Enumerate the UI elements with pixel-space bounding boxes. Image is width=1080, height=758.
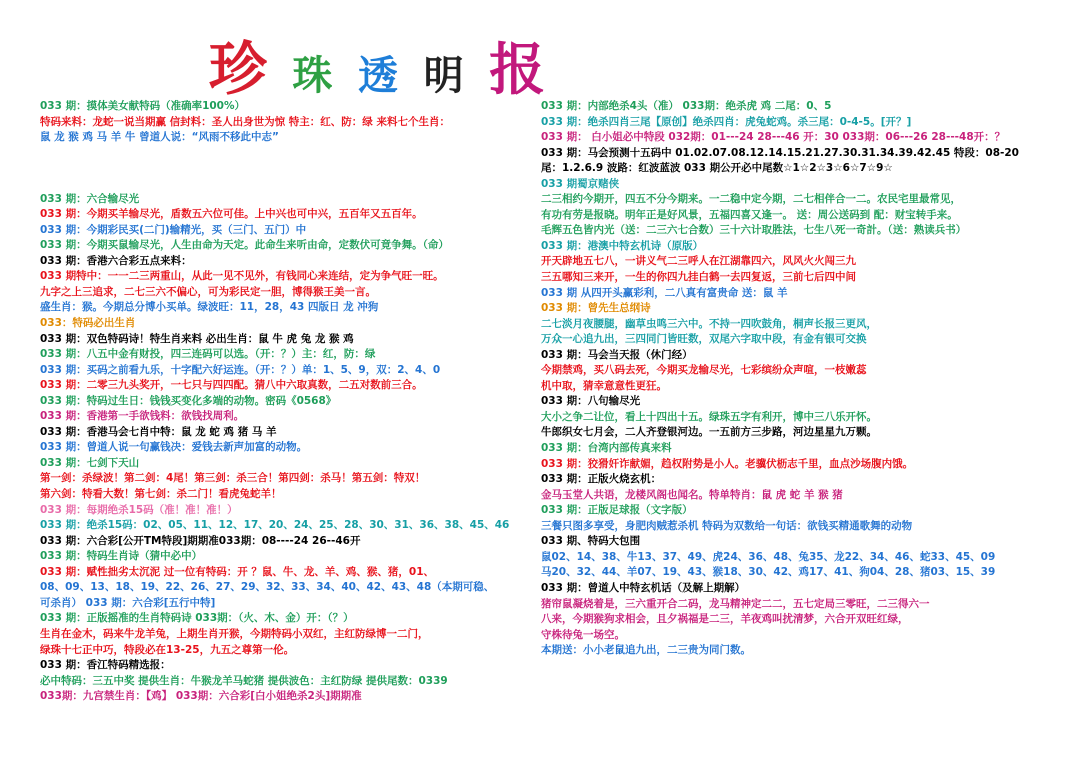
right-text-line: 有功有劳是报晓。明年正是好风景，五福四喜又逢一。 送：周公送码到 配：财宝转手来。 bbox=[541, 208, 958, 221]
left-text-line: 08、09、13、18、19、22、26、27、29、32、33、34、40、42、43、48（本期可稳、 bbox=[40, 581, 495, 594]
left-text-line: 033：特码必出生肖 bbox=[40, 317, 136, 330]
right-text-line: 033 期：正版火烧玄机： bbox=[541, 473, 662, 486]
left-text-line: 鼠 龙 猴 鸡 马 羊 牛 曾道人说：“风雨不移此中志” bbox=[40, 131, 279, 144]
left-text-line: 九字之上三追求，二七三六不偏心，可为彩民定一胆，博得猴王美一言。 bbox=[40, 285, 376, 298]
left-text-line: 033 期：六合输尽光 bbox=[40, 192, 140, 205]
title-char-5: 报 bbox=[489, 37, 552, 103]
right-text-line: 二三相约今期开，四五不分今期来。一二稳中定今期，二七相伴合一二。农民宅里最常见， bbox=[541, 193, 961, 206]
section-gap bbox=[40, 146, 510, 192]
left-text-line: 033 期：二零三九头奖开，一七只与四四配。猜八中六取真数，二五对数前三合。 bbox=[40, 379, 423, 392]
left-text-line: 033 期：香江特码精选报： bbox=[40, 659, 171, 672]
left-text-line: 033 期特中：一一二三两重山，从此一见不见外，有钱同心来连结，定为争气旺一旺。 bbox=[40, 270, 444, 283]
left-text-line: 特码来料：龙蛇一说当期赢 信封料：圣人出身世为惊 特主：红、防：绿 来料七个生肖： bbox=[40, 115, 450, 128]
right-text-line: 033 期：曾道人中特玄机话（及解上期解） bbox=[541, 581, 746, 594]
right-text-line: 万众一心追九出，三四同门皆旺数，双尾六字取中段，有金有银可交换 bbox=[541, 333, 867, 346]
right-text-line: 033 期：曾先生总纲诗 bbox=[541, 302, 651, 315]
right-text-line: 033 期：八句输尽光 bbox=[541, 395, 641, 408]
right-column bbox=[541, 99, 1051, 659]
left-text-line: 033 期：赋性拙劣太沉泥 过一位有特码：开 ？鼠、牛、龙、羊、鸡、猴、猪，01、 bbox=[40, 565, 434, 578]
left-text-line: 033 期：香港六合彩五点来料： bbox=[40, 254, 192, 267]
left-text-line: 033 期：今期买鼠输尽光，人生由命为天定。此命生来听由命，定数伏可竟争舞。（命） bbox=[40, 239, 449, 252]
left-text-line: 033 期：今期买羊输尽光，盾数五六位可佳。上中兴也可中兴，五百年又五百年。 bbox=[40, 208, 423, 221]
left-text-line: 033 期：七剑下天山 bbox=[40, 456, 140, 469]
left-text-line: 033 期：曾道人说一句赢钱决：爱钱去新声加富的动物。 bbox=[40, 441, 308, 454]
right-text-line: 大小之争二让位，看上十四出十五。绿珠五字有利开，博中三八乐开怀。 bbox=[541, 410, 877, 423]
left-text-line: 033 期：特码生肖诗（猜中必中） bbox=[40, 550, 203, 563]
left-text-line: 033 期：摸体美女献特码（准确率100%） bbox=[40, 100, 246, 112]
right-text-line: 鼠02、14、38、牛13、37、49、虎24、36、48、兔35、龙22、34、46、蛇33、45、09 bbox=[541, 550, 996, 563]
left-text-line: 必中特码：三五中奖 提供生肖：牛猴龙羊马蛇猪 提供波色：主红防绿 提供尾数：0339 bbox=[40, 674, 448, 687]
right-text-line: 033 期： 白小姐必中特段 032期：01---24 28---46 开：30 033期：06---26 28---48开：？ bbox=[541, 131, 1006, 144]
title-char-2: 珠 bbox=[292, 52, 339, 99]
right-text-line: 牛郎织女七月会，二人齐登银河边。一五前方三步路，河边星星九万颗。 bbox=[541, 426, 877, 439]
right-text-line: 033 期：狡猾奸诈献媚，趋权附势是小人。老骥伏枥志千里，血点沙场腹内饿。 bbox=[541, 457, 914, 470]
left-text-line: 盛生肖：猴。今期总分博小买单。绿波旺：11，28，43 四版日 龙 冲狗 bbox=[40, 301, 379, 314]
title-char-4: 明 bbox=[423, 52, 470, 99]
right-text-line: 今期禁鸡，买八码去死，今期买龙输尽光，七彩缤纷众声喧，一枝嫩蕊 bbox=[541, 364, 867, 377]
right-text-line: 毛辉五色皆内光（送：二三六七合数）三十六计取胜法，七生八死一奇計。（送：熟读兵书） bbox=[541, 224, 967, 237]
left-text-line: 033 期：八五中金有财投，四三连码可以选。（开：？）主：红，防：绿 bbox=[40, 348, 376, 361]
left-text-line: 033 期：六合彩[公开TM特段]期期准033期：08----24 26--46开 bbox=[40, 534, 361, 547]
right-text-line: 033 期、特码大包围 bbox=[541, 535, 641, 548]
left-text-line: 033 期：买码之前看九乐，十字配六好运连。（开：？）单：1、5、9，双：2、4、0 bbox=[40, 363, 441, 376]
right-text-line: 033 期蜀京赌侠 bbox=[541, 177, 620, 190]
right-text-line: 033 期 从四开头赢彩利，二八真有富贵命 送：鼠 羊 bbox=[541, 286, 788, 299]
left-text-line: 033 期：今期彩民买(二门)输精光，买（三门、五门）中 bbox=[40, 223, 307, 236]
title-char-1: 珍 bbox=[208, 35, 273, 103]
left-column bbox=[40, 99, 510, 705]
right-text-line: 猪帘鼠凝烧着是，三六重开合二码，龙马精神定二二，五七定局三零旺，二三得六一 bbox=[541, 597, 930, 610]
right-text-line: 机中取，猜幸意意性更狂。 bbox=[541, 379, 667, 392]
left-text-line: 033 期：双色特码诗！特生肖来料 必出生肖：鼠 牛 虎 兔 龙 猴 鸡 bbox=[40, 332, 354, 345]
left-text-line: 033 期：正版摇准的生肖特码诗 033期：（火、木、金）开：（？） bbox=[40, 612, 354, 625]
left-text-line: 033 期：香港第一手欲钱料：欲钱找周利。 bbox=[40, 410, 245, 423]
right-text-line: 033 期：正版足球报（文字版） bbox=[541, 504, 693, 517]
title-char-3: 透 bbox=[358, 52, 404, 99]
right-text-line: 033 期：马会预测十五码中 01.02.07.08.12.14.15.21.27.30.31.34.39.42.45 特段：08-20 bbox=[541, 146, 1019, 159]
right-text-line: 033 期：内部绝杀4头（准） 033期：绝杀虎 鸡 二尾：0、5 bbox=[541, 100, 832, 112]
left-text-line: 033期：九宫禁生肖：【鸡】 033期：六合彩[白小姐绝杀2头]期期准 bbox=[40, 690, 362, 703]
page-title bbox=[0, 22, 760, 106]
left-text-line: 033 期：香港马会七肖中特：鼠 龙 蛇 鸡 猪 马 羊 bbox=[40, 425, 277, 438]
left-text-line: 绿珠十七正中巧，特段必在13-25，九五之尊第一伦。 bbox=[40, 643, 295, 656]
left-text-line: 033 期：每期绝杀15码（准！准！准！） bbox=[40, 503, 238, 516]
right-text-line: 尾：1.2.6.9 波路：红波蓝波 033 期公开必中尾数☆1☆2☆3☆6☆7☆9☆ bbox=[541, 162, 893, 175]
left-text-line: 第六剑：特看大数！第七剑：杀二门！看虎兔蛇羊！ bbox=[40, 488, 282, 501]
right-text-line: 三餐只图多享受，身肥肉贼惹杀机 特码为双数给一句话：欲钱买精通歌舞的动物 bbox=[541, 519, 913, 532]
left-text-line: 可杀肖） 033 期：六合彩[五行中特] bbox=[40, 596, 216, 609]
right-text-line: 二七淡月夜腰腿，幽草虫鸣三六中。不持一四吹鼓角，桐声长报三更风， bbox=[541, 317, 877, 330]
right-text-line: 守株待兔一场空。 bbox=[541, 628, 625, 641]
right-text-line: 八来，今期猴狗求相会，且夕祸福是二三，羊夜鸡叫扰清梦，六合开双旺红绿， bbox=[541, 613, 909, 626]
right-text-line: 马20、32、44、羊07、19、43、猴18、30、42、鸡17、41、狗04、28、猪03、15、39 bbox=[541, 566, 996, 579]
right-text-line: 三五哪知三来开，一生的你四九挂白鹤一去四复返，三前七后四中间 bbox=[541, 271, 856, 284]
right-text-line: 开天辟地五七八，一讲义气二三呼人在江湖靠四六，风风火火闯三九 bbox=[541, 255, 856, 268]
left-text-line: 033 期：绝杀15码：02、05、11、12、17、20、24、25、28、30、31、36、38、45、46 bbox=[40, 519, 510, 532]
right-text-line: 033 期：台湾内部传真来料 bbox=[541, 442, 672, 455]
right-text-line: 033 期：绝杀四肖三尾【原创】绝杀四肖：虎兔蛇鸡。杀三尾：0-4-5。[开？] bbox=[541, 115, 912, 128]
left-text-line: 033 期：特码过生日：钱钱买变化多端的动物。密码《0568》 bbox=[40, 394, 337, 407]
right-text-line: 金马玉堂人共语，龙楼风阁也闻名。特单特肖：鼠 虎 蛇 羊 猴 猪 bbox=[541, 488, 843, 501]
right-text-line: 033 期：港澳中特玄机诗（原版） bbox=[541, 239, 704, 252]
left-text-line: 第一剑：杀绿波！第二剑：4尾！第三剑：杀三合！第四剑：杀马！第五剑：特双！ bbox=[40, 472, 426, 485]
left-text-line: 生肖在金木，码来牛龙羊兔，上期生肖开猴，今期特码小双红，主红防绿博一二门， bbox=[40, 627, 429, 640]
right-text-line: 本期送：小小老鼠追九出，二三贵为同门数。 bbox=[541, 644, 751, 657]
right-text-line: 033 期：马会当天报（休门经） bbox=[541, 348, 693, 361]
